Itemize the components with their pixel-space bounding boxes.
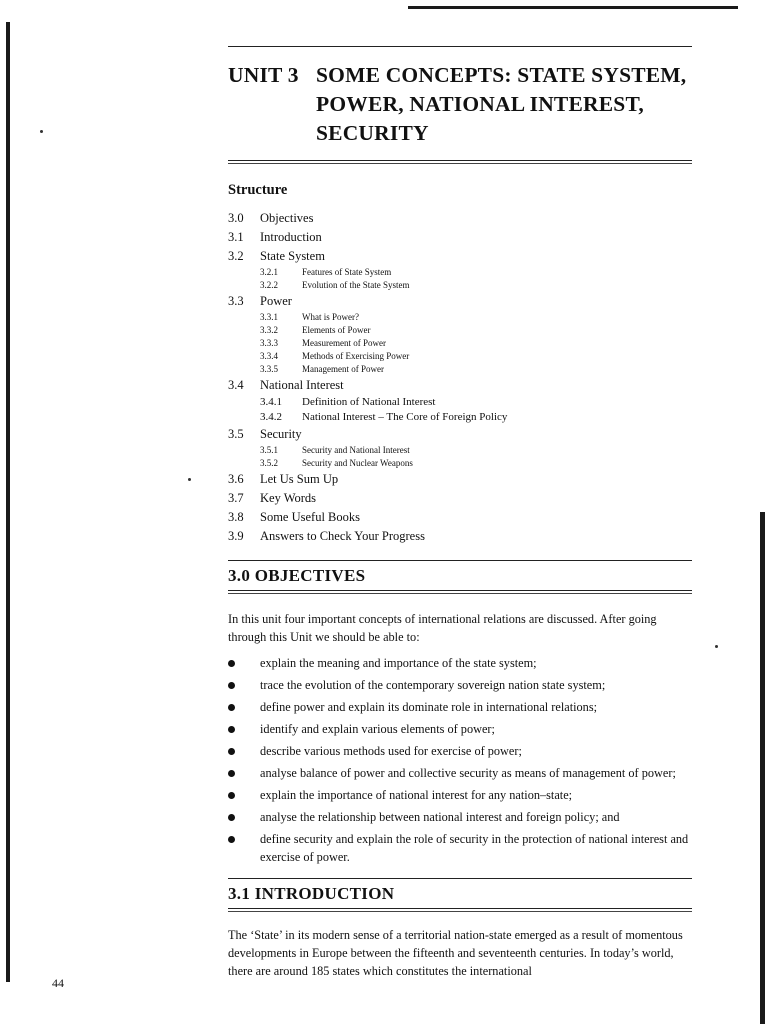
toc-subitem-label: Measurement of Power bbox=[302, 338, 386, 348]
toc-item bbox=[228, 470, 692, 489]
objective-item bbox=[228, 676, 692, 694]
unit-label: UNIT 3 bbox=[228, 63, 299, 87]
toc-item bbox=[228, 247, 692, 266]
toc-item bbox=[228, 425, 692, 444]
introduction-rule-top bbox=[228, 878, 692, 879]
toc-subitem-label: Security and National Interest bbox=[302, 445, 410, 455]
toc-subitem bbox=[228, 444, 692, 457]
bullet-icon bbox=[228, 654, 260, 672]
toc-item bbox=[228, 527, 692, 546]
scan-speck bbox=[188, 478, 191, 481]
unit-heading: SOME CONCEPTS: STATE SYSTEM, POWER, NATIONAL INTEREST, SECURITY bbox=[316, 63, 687, 145]
toc-subitem-label: Definition of National Interest bbox=[302, 396, 436, 408]
objectives-rule-bottom bbox=[228, 590, 692, 594]
objective-text: identify and explain various elements of power; bbox=[260, 722, 495, 736]
objective-item bbox=[228, 742, 692, 760]
toc-subitem-label: Methods of Exercising Power bbox=[302, 351, 410, 361]
objective-text: analyse the relationship between national interest and foreign policy; and bbox=[260, 810, 620, 824]
introduction-rule-bottom bbox=[228, 908, 692, 912]
toc-subitem-label: Management of Power bbox=[302, 364, 384, 374]
bullet-icon bbox=[228, 698, 260, 716]
toc-subitem-label: National Interest – The Core of Foreign Policy bbox=[302, 411, 508, 423]
toc-item bbox=[228, 228, 692, 247]
bullet-icon bbox=[228, 808, 260, 826]
toc-item-number: 3.0 bbox=[228, 211, 244, 225]
toc-item-label: Power bbox=[260, 294, 292, 308]
scan-edge-right bbox=[760, 512, 765, 1024]
toc-item-label: Objectives bbox=[260, 211, 314, 225]
objective-item bbox=[228, 654, 692, 672]
objective-text: analyse balance of power and collective security as means of management of power; bbox=[260, 766, 676, 780]
toc-subitem-label: Elements of Power bbox=[302, 325, 371, 335]
toc-item bbox=[228, 376, 692, 395]
toc-item-label: National Interest bbox=[260, 378, 344, 392]
objectives-rule-top bbox=[228, 560, 692, 561]
objectives-heading: 3.0 OBJECTIVES bbox=[228, 566, 366, 585]
page-number: 44 bbox=[52, 976, 64, 990]
top-rule bbox=[408, 6, 738, 9]
objective-text: describe various methods used for exercise of power; bbox=[260, 744, 522, 758]
toc-subitem bbox=[228, 324, 692, 337]
page-content bbox=[228, 46, 692, 980]
toc-subitem bbox=[228, 410, 692, 425]
objective-item bbox=[228, 808, 692, 826]
toc-subitem-number: 3.4.1 bbox=[260, 396, 282, 408]
objective-item bbox=[228, 720, 692, 738]
bullet-icon bbox=[228, 676, 260, 694]
bullet-icon bbox=[228, 830, 260, 866]
toc-subitem-label: Features of State System bbox=[302, 267, 392, 277]
objective-item bbox=[228, 830, 692, 866]
toc-subitem-number: 3.5.2 bbox=[260, 458, 278, 468]
bullet-icon bbox=[228, 720, 260, 738]
toc-item-number: 3.1 bbox=[228, 230, 244, 244]
toc-subitem bbox=[228, 337, 692, 350]
introduction-text: The ‘State’ in its modern sense of a territorial nation-state emerged as a result of momentous developments in Europe between the fifteenth and seventeenth centuries. In today’s world, there are around 185 states which constitutes the international bbox=[228, 928, 683, 978]
objective-text: define security and explain the role of security in the protection of national interest and exercise of power. bbox=[260, 832, 689, 864]
toc-subitem-number: 3.3.4 bbox=[260, 351, 278, 361]
objective-item bbox=[228, 786, 692, 804]
scan-speck bbox=[715, 645, 718, 648]
bullet-icon bbox=[228, 742, 260, 760]
toc-item-number: 3.5 bbox=[228, 427, 244, 441]
toc-item-number: 3.9 bbox=[228, 529, 244, 543]
objective-item bbox=[228, 764, 692, 782]
toc-subitem bbox=[228, 266, 692, 279]
toc-item-label: Introduction bbox=[260, 230, 322, 244]
toc-subitem-number: 3.2.1 bbox=[260, 267, 278, 277]
objectives-intro: In this unit four important concepts of international relations are discussed. After going through this Unit we should be able to: bbox=[228, 612, 657, 644]
toc-item-label: Some Useful Books bbox=[260, 510, 360, 524]
toc-subitem-number: 3.4.2 bbox=[260, 411, 282, 423]
scan-edge-left bbox=[6, 22, 10, 982]
toc-item bbox=[228, 292, 692, 311]
toc-item-label: Security bbox=[260, 427, 302, 441]
bullet-icon bbox=[228, 786, 260, 804]
toc-subitem-label: What is Power? bbox=[302, 312, 359, 322]
toc-item bbox=[228, 508, 692, 527]
toc-subitem-number: 3.3.1 bbox=[260, 312, 278, 322]
objective-text: explain the meaning and importance of the state system; bbox=[260, 656, 537, 670]
toc-item-number: 3.2 bbox=[228, 249, 244, 263]
toc-item-label: Let Us Sum Up bbox=[260, 472, 339, 486]
toc-item bbox=[228, 489, 692, 508]
table-of-contents bbox=[228, 209, 692, 546]
toc-item-number: 3.4 bbox=[228, 378, 244, 392]
toc-subitem-label: Evolution of the State System bbox=[302, 280, 410, 290]
toc-subitem-number: 3.2.2 bbox=[260, 280, 278, 290]
objective-text: explain the importance of national interest for any nation–state; bbox=[260, 788, 573, 802]
toc-item-label: Answers to Check Your Progress bbox=[260, 529, 425, 543]
toc-subitem bbox=[228, 457, 692, 470]
toc-subitem bbox=[228, 395, 692, 410]
toc-subitem bbox=[228, 279, 692, 292]
structure-heading: Structure bbox=[228, 182, 288, 198]
introduction-heading: 3.1 INTRODUCTION bbox=[228, 884, 395, 903]
toc-item bbox=[228, 209, 692, 228]
toc-subitem-number: 3.3.3 bbox=[260, 338, 278, 348]
title-rule-bottom bbox=[228, 160, 692, 164]
objective-text: define power and explain its dominate role in international relations; bbox=[260, 700, 598, 714]
toc-item-label: State System bbox=[260, 249, 325, 263]
toc-item-number: 3.7 bbox=[228, 491, 244, 505]
objective-text: trace the evolution of the contemporary sovereign nation state system; bbox=[260, 678, 606, 692]
toc-subitem-number: 3.5.1 bbox=[260, 445, 278, 455]
toc-subitem-number: 3.3.2 bbox=[260, 325, 278, 335]
toc-item-number: 3.6 bbox=[228, 472, 244, 486]
toc-subitem-label: Security and Nuclear Weapons bbox=[302, 458, 413, 468]
objective-item bbox=[228, 698, 692, 716]
toc-item-label: Key Words bbox=[260, 491, 317, 505]
toc-item-number: 3.3 bbox=[228, 294, 244, 308]
objectives-list bbox=[228, 654, 692, 866]
unit-title bbox=[228, 61, 692, 148]
toc-subitem bbox=[228, 311, 692, 324]
scan-speck bbox=[40, 130, 43, 133]
bullet-icon bbox=[228, 764, 260, 782]
toc-subitem bbox=[228, 350, 692, 363]
toc-item-number: 3.8 bbox=[228, 510, 244, 524]
toc-subitem bbox=[228, 363, 692, 376]
toc-subitem-number: 3.3.5 bbox=[260, 364, 278, 374]
title-rule-top bbox=[228, 46, 692, 47]
